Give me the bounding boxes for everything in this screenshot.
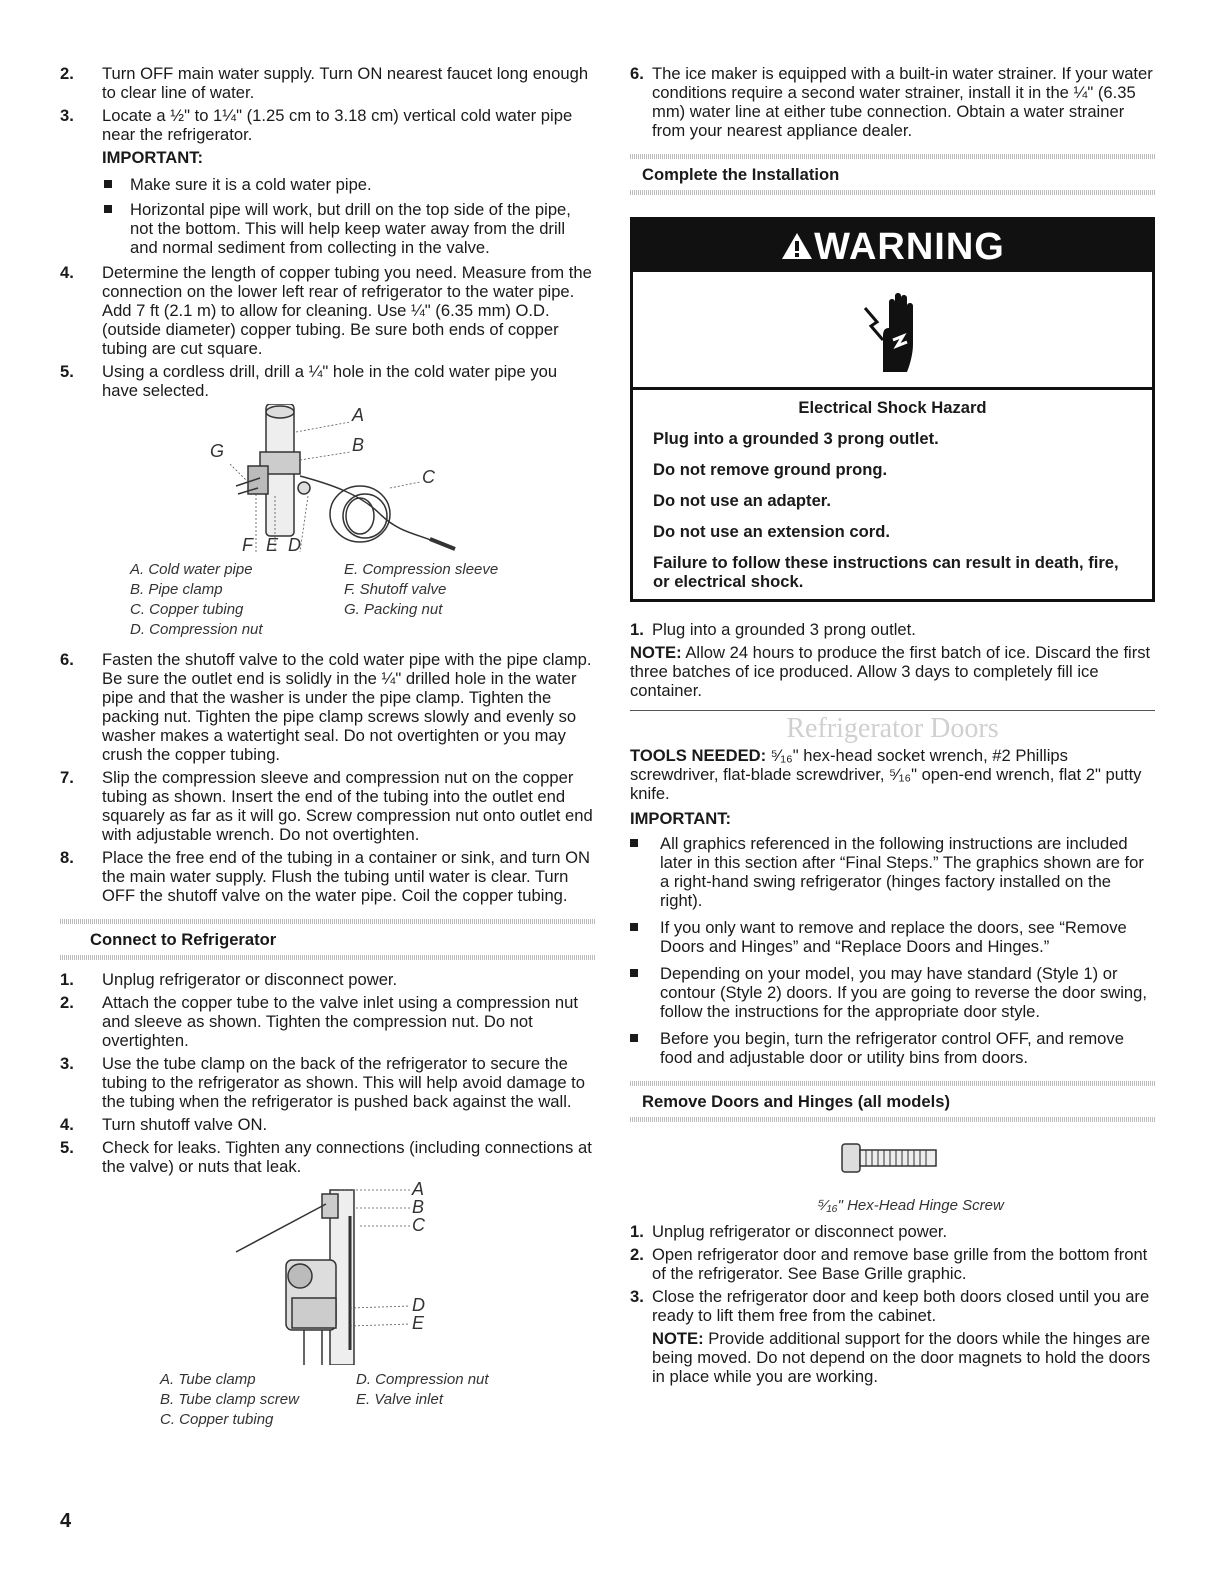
label-f: F: [242, 535, 253, 555]
bullet-icon: [630, 969, 638, 977]
valve-installation-figure: [60, 404, 595, 650]
caption-d: D. Compression nut: [356, 1371, 489, 1388]
label-a: A: [352, 405, 365, 425]
caption-g: G. Packing nut: [344, 601, 443, 618]
warning-line: Do not use an extension cord.: [653, 522, 890, 541]
section-title: Remove Doors and Hinges (all models): [642, 1092, 950, 1111]
label-c: C: [412, 1215, 425, 1235]
bullet-item: Make sure it is a cold water pipe.: [60, 175, 595, 194]
important-label: IMPORTANT:: [102, 148, 204, 167]
section-divider: [630, 190, 1155, 195]
caption-d: D. Compression nut: [130, 621, 263, 638]
label-c: C: [422, 467, 435, 487]
caption-e: E. Compression sleeve: [344, 561, 499, 578]
page-number: 4: [60, 1510, 72, 1532]
bullet-icon: [104, 180, 112, 188]
caption-c: C. Copper tubing: [130, 601, 244, 618]
bullet-item: Horizontal pipe will work, but drill on the top side of the pipe, not the bottom. This will help keep water away from the drill and normal sediment from collecting in the valve.: [60, 200, 595, 257]
label-e: E: [266, 535, 279, 555]
label-b: B: [352, 435, 365, 455]
label-d: D: [412, 1295, 425, 1315]
section-divider: [60, 955, 595, 960]
step-2: 2. Attach the copper tube to the valve inlet using a compression nut and sleeve as shown. Tighten the compression nut. Do not overtighten.: [60, 993, 578, 1050]
bullet-item: All graphics referenced in the following instructions are included later in this section after “Final Steps.” The graphics shown are for a right-hand swing refrigerator (hinges factory installed on the right).: [630, 834, 1155, 910]
step-6: 6. The ice maker is equipped with a built-in water strainer. If your water conditions require a second water strainer, install it in the ¼" (6.35 mm) water line at either tube connection. Obtain a water strainer from your nearest appliance dealer.: [630, 64, 1153, 140]
right-column: [630, 64, 1155, 1390]
tools-needed: TOOLS NEEDED: ⁵⁄₁₆" hex-head socket wrench, #2 Phillips screwdriver, flat-blade screwdriver, ⁵⁄₁₆" open-end wrench, flat 2" putty knife.: [630, 746, 1142, 803]
step-5: 5. Check for leaks. Tighten any connections (including connections at the valve) or nuts that leak.: [60, 1138, 592, 1176]
warning-line: Do not use an adapter.: [653, 491, 831, 510]
step-2: 2. Open refrigerator door and remove base grille from the bottom front of the refrigerator. See Base Grille graphic.: [630, 1245, 1148, 1283]
electric-shock-hand-icon: [863, 288, 923, 372]
step-1: 1. Unplug refrigerator or disconnect power.: [60, 970, 398, 989]
hazard-title: Electrical Shock Hazard: [798, 398, 987, 417]
step-7: 7. Slip the compression sleeve and compression nut on the copper tubing as shown. Insert the end of the tubing into the outlet end squarely as far as it will go. Screw compression nut onto outlet end with adjustable wrench. Do not overtighten.: [60, 768, 593, 844]
section-complete: [630, 154, 1155, 195]
hex-head-screw-icon: [840, 1140, 940, 1176]
bullet-icon: [630, 839, 638, 847]
caption-b: B. Pipe clamp: [130, 581, 223, 598]
hinge-screw-figure: [630, 1132, 1155, 1222]
bullet-icon: [104, 205, 112, 213]
label-b: B: [412, 1197, 425, 1217]
section-title: Complete the Installation: [642, 165, 840, 184]
step-4: 4. Determine the length of copper tubing you need. Measure from the connection on the lower left rear of refrigerator to the water pipe. Add 7 ft (2.1 m) to allow for cleaning. Use ¼" (6.35 mm) O.D. (outside diameter) copper tubing. Be sure both ends of copper tubing are cut square.: [60, 263, 592, 358]
caption-c: C. Copper tubing: [160, 1411, 274, 1428]
warning-line: Failure to follow these instructions can result in death, fire, or electrical shock.: [653, 553, 1119, 591]
step-8: 8. Place the free end of the tubing in a container or sink, and turn ON the main water supply. Flush the tubing until water is clear. Turn OFF the shutoff valve on the water pipe. Coil the copper tubing.: [60, 848, 590, 905]
label-d: D: [288, 535, 301, 555]
caption-f: F. Shutoff valve: [344, 581, 447, 598]
step-5: 5. Using a cordless drill, drill a ¼" hole in the cold water pipe you have selected.: [60, 362, 558, 400]
bullet-icon: [630, 1034, 638, 1042]
valve-illustration: [60, 404, 595, 574]
note: NOTE: Allow 24 hours to produce the first batch of ice. Discard the first three batches of ice produced. Allow 3 days to completely fill ice container.: [630, 643, 1151, 700]
important-label: IMPORTANT:: [630, 809, 732, 828]
note: NOTE: Provide additional support for the doors while the hinges are being moved. Do not depend on the door magnets to hold the doors in place while you are working.: [652, 1329, 1151, 1386]
warning-body: [633, 390, 1152, 599]
caption-a: A. Cold water pipe: [130, 561, 253, 578]
step-1: 1. Unplug refrigerator or disconnect power.: [630, 1222, 948, 1241]
bullet-item: Depending on your model, you may have standard (Style 1) or contour (Style 2) doors. If you are going to reverse the door swing, follow the instructions for the appropriate door style.: [630, 964, 1155, 1021]
tube-clamp-figure: [60, 1180, 595, 1430]
divider: [630, 710, 1155, 711]
left-column: [60, 64, 595, 1430]
tube-clamp-illustration: [60, 1180, 595, 1365]
warning-icon-area: [633, 272, 1152, 390]
step-3: 3. Use the tube clamp on the back of the refrigerator to secure the tubing to the refrigerator as shown. This will help avoid damage to the tubing when the refrigerator is pushed back against the wall.: [60, 1054, 586, 1111]
bullet-item: If you only want to remove and replace the doors, see “Remove Doors and Hinges” and “Replace Doors and Hinges.”: [630, 918, 1155, 956]
step-4: 4. Turn shutoff valve ON.: [60, 1115, 268, 1134]
bullet-item: Before you begin, turn the refrigerator control OFF, and remove food and adjustable door or utility bins from doors.: [630, 1029, 1155, 1067]
section-title: Connect to Refrigerator: [90, 930, 277, 949]
warning-line: Do not remove ground prong.: [653, 460, 888, 479]
caption-a: A. Tube clamp: [160, 1371, 256, 1388]
label-e: E: [412, 1313, 425, 1333]
warning-header: WARNING: [633, 220, 1152, 272]
step-2: 2. Turn OFF main water supply. Turn ON nearest faucet long enough to clear line of water.: [60, 64, 589, 102]
section-connect: [60, 919, 595, 960]
label-a: A: [412, 1179, 425, 1199]
label-g: G: [210, 441, 225, 461]
section-divider: [630, 1117, 1155, 1122]
step-1: 1. Plug into a grounded 3 prong outlet.: [630, 620, 916, 639]
caption-b: B. Tube clamp screw: [160, 1391, 299, 1408]
section-heading: Refrigerator Doors: [786, 713, 999, 744]
screw-caption: ⁵⁄₁₆" Hex-Head Hinge Screw: [818, 1197, 1004, 1214]
warning-box: [630, 217, 1155, 602]
section-remove: [630, 1081, 1155, 1122]
warning-line: Plug into a grounded 3 prong outlet.: [653, 429, 939, 448]
warning-triangle-icon: [780, 231, 814, 261]
step-3: 3. Locate a ½" to 1¼" (1.25 cm to 3.18 cm) vertical cold water pipe near the refrigerator.: [60, 106, 573, 144]
caption-e: E. Valve inlet: [356, 1391, 443, 1408]
bullet-icon: [630, 923, 638, 931]
step-6: 6. Fasten the shutoff valve to the cold water pipe with the pipe clamp. Be sure the outlet end is solidly in the ¼" drilled hole in the water pipe and that the washer is under the pipe clamp. Tighten the packing nut. Tighten the pipe clamp screws slowly and evenly so washer makes a watertight seal. Do not overtighten or you may crush the copper tubing.: [60, 650, 592, 764]
step-3: 3. Close the refrigerator door and keep both doors closed until you are ready to lift them free from the cabinet.: [630, 1287, 1150, 1325]
